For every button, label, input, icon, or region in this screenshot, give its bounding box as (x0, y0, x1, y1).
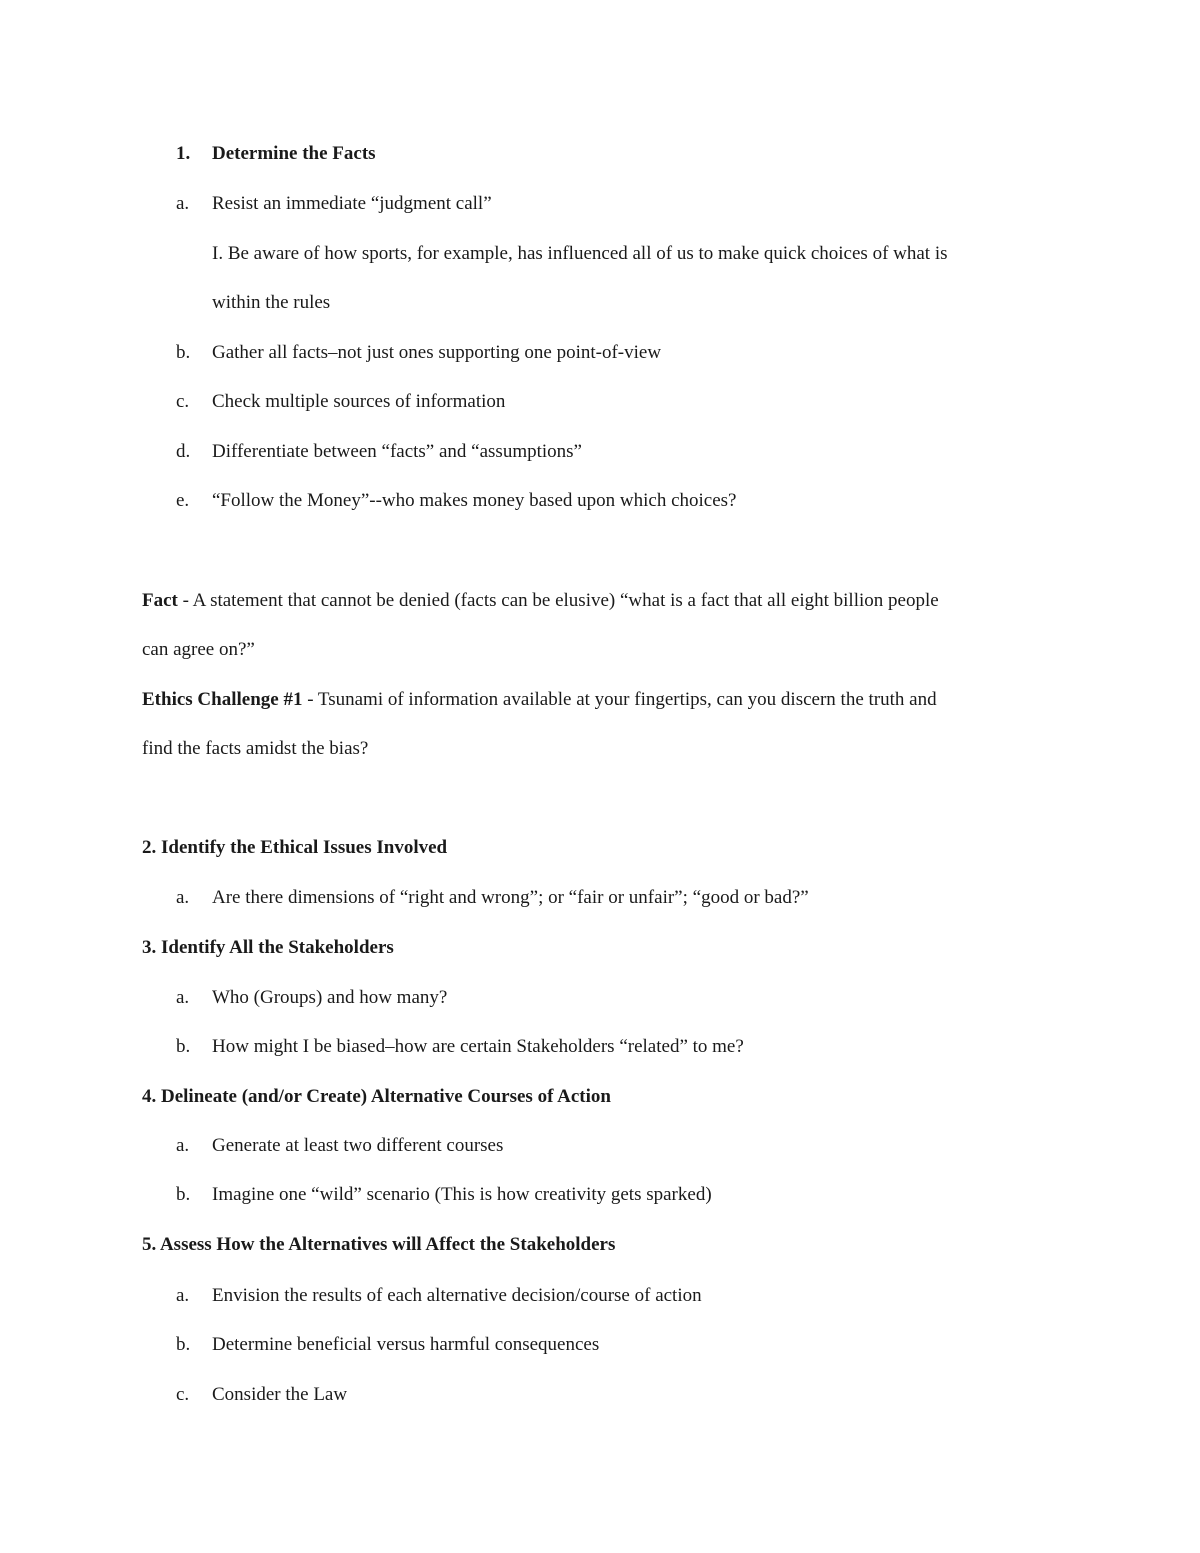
list-marker: a. (176, 1135, 190, 1156)
list-marker: b. (176, 1334, 191, 1355)
subnote-text: I. Be aware of how sports, for example, has influenced all of us to make quick choices of what is (212, 243, 948, 264)
subnote-text: within the rules (212, 292, 331, 313)
fact-definition (142, 589, 939, 613)
list-item: How might I be biased–how are certain Stakeholders “related” to me? (212, 1036, 744, 1057)
list-item: Imagine one “wild” scenario (This is how creativity gets sparked) (212, 1184, 712, 1205)
section-heading: 2. Identify the Ethical Issues Involved (142, 837, 448, 858)
definition-text: can agree on?” (142, 639, 255, 660)
list-marker: c. (176, 1384, 190, 1405)
list-item: Envision the results of each alternative decision/course of action (212, 1285, 702, 1306)
list-item: Resist an immediate “judgment call” (212, 193, 492, 214)
list-item: Check multiple sources of information (212, 391, 506, 412)
list-item: Consider the Law (212, 1384, 348, 1405)
list-item: Determine beneficial versus harmful consequences (212, 1334, 600, 1355)
section-number: 1. (176, 143, 191, 164)
section-heading: Determine the Facts (212, 143, 376, 164)
challenge-term: Ethics Challenge #1 (142, 689, 303, 710)
list-marker: a. (176, 193, 190, 214)
definition-text: - A statement that cannot be denied (facts can be elusive) “what is a fact that all eight billion people (177, 590, 939, 611)
challenge-text: - Tsunami of information available at your fingertips, can you discern the truth and (302, 689, 937, 710)
list-item: Differentiate between “facts” and “assumptions” (212, 441, 582, 462)
list-marker: b. (176, 1184, 191, 1205)
list-item: “Follow the Money”--who makes money based upon which choices? (212, 490, 737, 511)
list-marker: a. (176, 887, 190, 908)
definition-term: Fact (142, 590, 178, 611)
list-marker: a. (176, 1285, 190, 1306)
challenge-text: find the facts amidst the bias? (142, 738, 369, 759)
list-item: Are there dimensions of “right and wrong”; or “fair or unfair”; “good or bad?” (212, 887, 809, 908)
list-marker: d. (176, 441, 191, 462)
ethics-challenge (142, 688, 937, 712)
list-marker: e. (176, 490, 190, 511)
section-heading: 3. Identify All the Stakeholders (142, 937, 394, 958)
list-item: Generate at least two different courses (212, 1135, 504, 1156)
list-marker: b. (176, 1036, 191, 1057)
list-item: Who (Groups) and how many? (212, 987, 448, 1008)
section-heading: 5. Assess How the Alternatives will Affect the Stakeholders (142, 1234, 616, 1255)
list-marker: b. (176, 342, 191, 363)
list-item: Gather all facts–not just ones supporting one point-of-view (212, 342, 662, 363)
list-marker: a. (176, 987, 190, 1008)
list-marker: c. (176, 391, 190, 412)
section-heading: 4. Delineate (and/or Create) Alternative Courses of Action (142, 1086, 611, 1107)
